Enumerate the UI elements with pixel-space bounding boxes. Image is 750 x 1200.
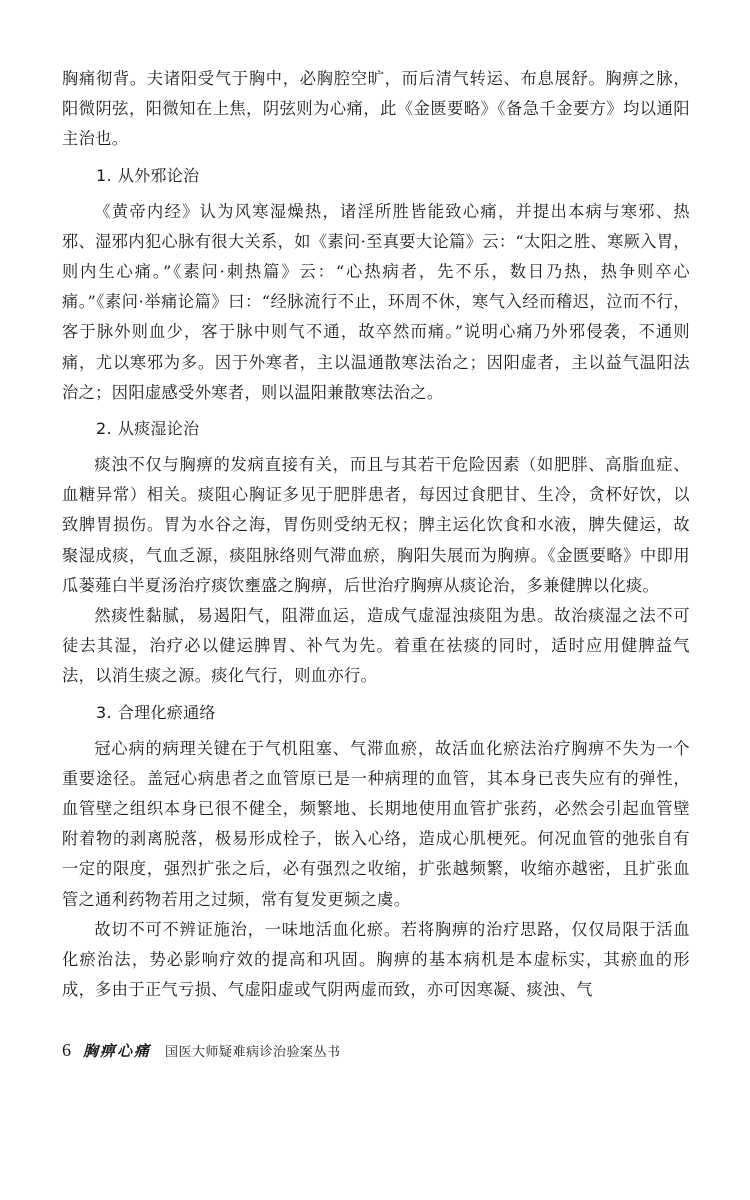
page-number: 6: [62, 1040, 71, 1060]
body-paragraph: 然痰性黏腻，易遏阳气，阻滞血运，造成气虚湿浊痰阻为患。故治痰湿之法不可徒去其湿，治疗必以健运脾胃、补气为先。着重在祛痰的同时，适时应用健脾益气法，以消生痰之源。痰化气行，则血亦行。: [62, 606, 690, 686]
page-footer: [62, 1040, 341, 1061]
page-body: [62, 64, 690, 1005]
section-number: 2.: [96, 419, 112, 439]
section-phlegm-dampness: [62, 414, 690, 692]
section-heading: [62, 698, 690, 734]
body-paragraph: 痰浊不仅与胸痹的发病直接有关，而且与其若干危险因素（如肥胖、高脂血症、血糖异常）相关。痰阻心胸证多见于肥胖患者，每因过食肥甘、生冷，贪杯好饮，以致脾胃损伤。胃为水谷之海，胃伤则受纳无权；脾主运化饮食和水液，脾失健运，故聚湿成痰，气血乏源，痰阻脉络则气滞血瘀，胸阳失展而为胸痹。《金匮要略》中即用瓜蒌薤白半夏汤治疗痰饮壅盛之胸痹，后世治疗胸痹从痰论治，多兼健脾以化痰。: [62, 455, 690, 595]
series-name: 国医大师疑难病诊治验案丛书: [165, 1045, 341, 1060]
section-title: 合理化瘀通络: [117, 702, 216, 722]
section-external-pathogen: [62, 161, 690, 408]
book-title: 胸痹心痛: [83, 1042, 152, 1060]
section-blood-stasis: [62, 698, 690, 1006]
section-title: 从痰湿论治: [117, 419, 200, 439]
body-paragraph: 《黄帝内经》认为风寒湿燥热，诸淫所胜皆能致心痛，并提出本病与寒邪、热邪、湿邪内犯心脉有很大关系，如《素问·至真要大论篇》云：“太阳之胜、寒厥入胃，则内生心痛。”《素问·刺热篇》云：“心热病者，先不乐，数日乃热，热争则卒心痛。”《素问·举痛论篇》曰：“经脉流行不止，环周不休，寒气入经而稽迟，泣而不行，客于脉外则血少，客于脉中则气不通，故卒然而痛。”说明心痛乃外邪侵袭，不通则痛，尤以寒邪为多。因于外寒者，主以温通散寒法治之；因阳虚者，主以益气温阳法治之；因阳虚感受外寒者，则以温阳兼散寒法治之。: [62, 201, 690, 402]
intro-paragraph: 胸痛彻背。夫诸阳受气于胸中，必胸腔空旷，而后清气转运、布息展舒。胸痹之脉，阳微阴弦，阳微知在上焦，阴弦则为心痛，此《金匮要略》《备急千金要方》均以通阳主治也。: [62, 69, 690, 149]
body-paragraph: 冠心病的病理关键在于气机阻塞、气滞血瘀，故活血化瘀法治疗胸痹不失为一个重要途径。盖冠心病患者之血管原已是一种病理的血管，其本身已丧失应有的弹性，血管壁之组织本身已很不健全，频繁地、长期地使用血管扩张药，必然会引起血管壁附着物的剥离脱落，极易形成栓子，嵌入心络，造成心肌梗死。何况血管的弛张自有一定的限度，强烈扩张之后，必有强烈之收缩，扩张越频繁，收缩亦越密，且扩张血管之通利药物若用之过频，常有复发更频之虞。: [62, 738, 690, 909]
section-title: 从外邪论治: [117, 165, 200, 185]
section-heading: [62, 161, 690, 197]
section-number: 3.: [96, 702, 112, 722]
body-paragraph: 故切不可不辨证施治，一味地活血化瘀。若将胸痹的治疗思路，仅仅局限于活血化瘀治法，势必影响疗效的提高和巩固。胸痹的基本病机是本虚标实，其瘀血的形成，多由于正气亏损、气虚阳虚或气阴两虚而致，亦可因寒凝、痰浊、气: [62, 919, 690, 1000]
section-number: 1.: [96, 165, 112, 185]
section-heading: [62, 414, 690, 450]
